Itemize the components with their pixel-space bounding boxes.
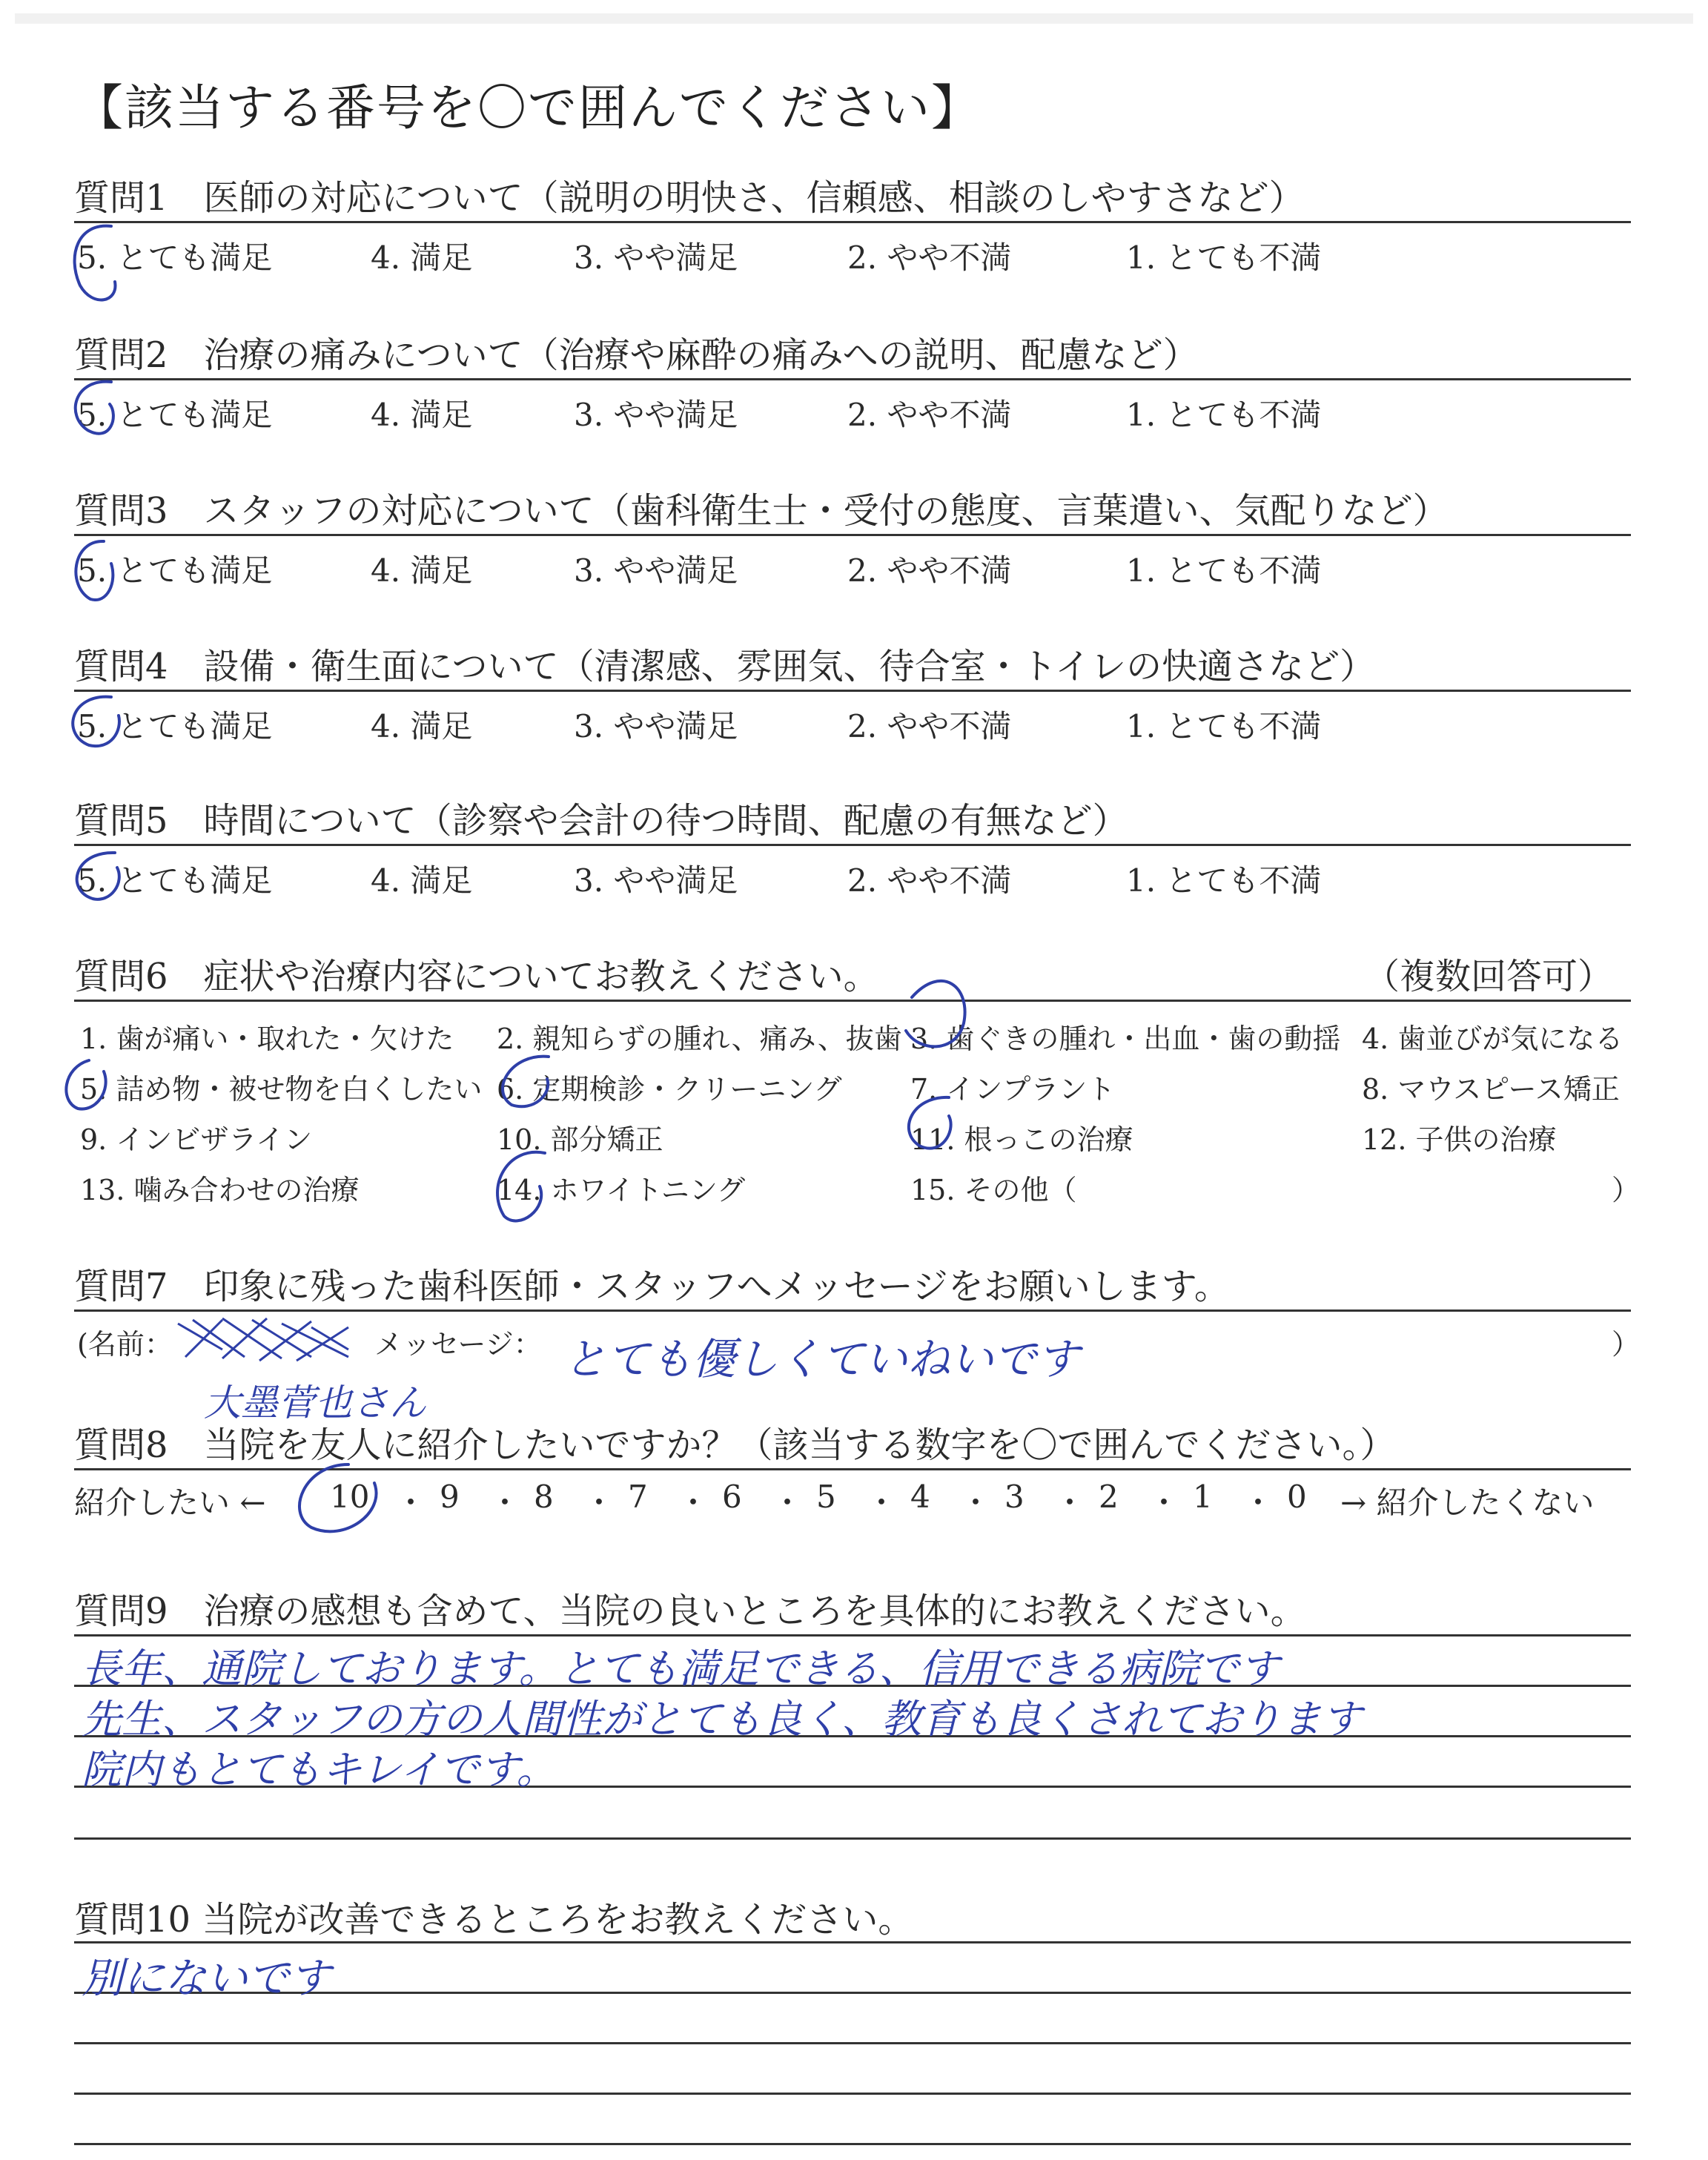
circle-mark-symptom-11 xyxy=(909,1097,951,1149)
scale-4[interactable]: 4 xyxy=(910,1479,930,1515)
handwritten-name[interactable]: 大墨菅也さん xyxy=(204,1381,426,1424)
question-10-label: 質問10 当院が改善できるところをお教えください。 xyxy=(74,1899,914,1941)
option-3[interactable]: 3. やや満足 xyxy=(574,708,738,744)
option-4[interactable]: 4. 満足 xyxy=(371,397,473,433)
scale-dot: ・ xyxy=(866,1484,898,1521)
circle-mark-symptom-3 xyxy=(906,981,965,1046)
question-3-label: 質問3 スタッフの対応について（歯科衛生士・受付の態度、言葉遣い、気配りなど） xyxy=(74,490,1449,532)
scale-dot: ・ xyxy=(489,1484,521,1521)
circle-mark-q3 xyxy=(76,541,113,600)
q9-answer-line-1[interactable]: 長年、通院しております。とても満足できる、信用できる病院です xyxy=(82,1645,1280,1692)
scale-dot: ・ xyxy=(772,1484,804,1521)
scale-dot: ・ xyxy=(1242,1484,1274,1521)
option-3[interactable]: 3. やや満足 xyxy=(574,862,738,899)
option-1[interactable]: 1. とても不満 xyxy=(1126,240,1322,276)
scribbled-name-icon xyxy=(178,1318,348,1361)
option-2[interactable]: 2. やや不満 xyxy=(847,397,1012,433)
scale-5[interactable]: 5 xyxy=(816,1479,836,1515)
message-label: メッセージ： xyxy=(374,1328,542,1361)
circle-mark-symptom-5 xyxy=(66,1060,105,1109)
symptom-1[interactable]: 1. 歯が痛い・取れた・欠けた xyxy=(80,1023,454,1055)
option-5[interactable]: 5. とても満足 xyxy=(77,397,273,433)
circle-mark-q1 xyxy=(75,226,116,300)
option-3[interactable]: 3. やや満足 xyxy=(574,397,738,433)
symptom-7[interactable]: 7. インプラント xyxy=(910,1073,1116,1106)
option-3[interactable]: 3. やや満足 xyxy=(574,552,738,589)
symptom-2[interactable]: 2. 親知らずの腫れ、痛み、抜歯 xyxy=(497,1023,902,1055)
circle-mark-q5 xyxy=(77,853,119,899)
option-1[interactable]: 1. とても不満 xyxy=(1126,862,1322,899)
scale-7[interactable]: 7 xyxy=(628,1479,648,1515)
option-5[interactable]: 5. とても満足 xyxy=(77,708,273,744)
scale-10[interactable]: 10 xyxy=(330,1479,370,1515)
option-4[interactable]: 4. 満足 xyxy=(371,552,473,589)
option-1[interactable]: 1. とても不満 xyxy=(1126,708,1322,744)
circle-mark-symptom-14 xyxy=(497,1152,545,1221)
symptom-4[interactable]: 4. 歯並びが気になる xyxy=(1362,1023,1623,1055)
form-heading: 【該当する番号を〇で囲んでください】 xyxy=(74,79,982,136)
question-2-label: 質問2 治療の痛みについて（治療や麻酔の痛みへの説明、配慮など） xyxy=(74,334,1199,376)
option-1[interactable]: 1. とても不満 xyxy=(1126,397,1322,433)
message-close-paren: ） xyxy=(1612,1328,1641,1361)
symptom-10[interactable]: 10. 部分矯正 xyxy=(497,1123,663,1156)
scale-dot: ・ xyxy=(678,1484,709,1521)
scale-0[interactable]: 0 xyxy=(1287,1479,1307,1515)
symptom-8[interactable]: 8. マウスピース矯正 xyxy=(1362,1073,1620,1106)
option-4[interactable]: 4. 満足 xyxy=(371,862,473,899)
scale-3[interactable]: 3 xyxy=(1004,1479,1025,1515)
option-2[interactable]: 2. やや不満 xyxy=(847,862,1012,899)
option-3[interactable]: 3. やや満足 xyxy=(574,240,738,276)
option-2[interactable]: 2. やや不満 xyxy=(847,708,1012,744)
scale-2[interactable]: 2 xyxy=(1099,1479,1119,1515)
scale-9[interactable]: 9 xyxy=(440,1479,460,1515)
circle-mark-q4 xyxy=(73,697,119,746)
question-6-multiple-note: （複数回答可） xyxy=(1364,956,1614,997)
option-5[interactable]: 5. とても満足 xyxy=(77,862,273,899)
question-9-label: 質問9 治療の感想も含めて、当院の良いところを具体的にお教えください。 xyxy=(74,1591,1306,1632)
circle-mark-scale-10 xyxy=(299,1464,377,1531)
question-8-label: 質問8 当院を友人に紹介したいですか？（該当する数字を〇で囲んでください。） xyxy=(74,1424,1396,1466)
scale-right-label: → 紹介したくない xyxy=(1340,1484,1595,1521)
scale-dot: ・ xyxy=(1148,1484,1180,1521)
symptom-14[interactable]: 14. ホワイトニング xyxy=(497,1174,746,1206)
option-5[interactable]: 5. とても満足 xyxy=(77,240,273,276)
option-2[interactable]: 2. やや不満 xyxy=(847,240,1012,276)
scale-dot: ・ xyxy=(395,1484,427,1521)
name-label: (名前： xyxy=(77,1328,173,1361)
symptom-15-other[interactable]: 15. その他（ xyxy=(910,1174,1077,1206)
scale-dot: ・ xyxy=(960,1484,992,1521)
symptom-3[interactable]: 3. 歯ぐきの腫れ・出血・歯の動揺 xyxy=(910,1023,1341,1055)
q10-answer-line-1[interactable]: 別にないです xyxy=(82,1955,331,2003)
scale-1[interactable]: 1 xyxy=(1193,1479,1213,1515)
circle-mark-q2 xyxy=(76,382,113,434)
question-6-label: 質問6 症状や治療内容についてお教えください。 xyxy=(74,956,879,997)
question-7-label: 質問7 印象に残った歯科医師・スタッフへメッセージをお願いします。 xyxy=(74,1266,1230,1307)
option-2[interactable]: 2. やや不満 xyxy=(847,552,1012,589)
question-5-label: 質問5 時間について（診察や会計の待つ時間、配慮の有無など） xyxy=(74,800,1128,842)
symptom-11[interactable]: 11. 根っこの治療 xyxy=(910,1123,1133,1156)
other-close-paren: ） xyxy=(1612,1174,1641,1206)
option-4[interactable]: 4. 満足 xyxy=(371,240,473,276)
symptom-13[interactable]: 13. 噛み合わせの治療 xyxy=(80,1174,360,1206)
q9-answer-line-2[interactable]: 先生、スタッフの方の人間性がとても良く、教育も良くされております xyxy=(82,1696,1362,1743)
question-4-label: 質問4 設備・衛生面について（清潔感、雰囲気、待合室・トイレの快適さなど） xyxy=(74,646,1376,687)
scale-left-label: 紹介したい ← xyxy=(74,1484,266,1521)
option-5[interactable]: 5. とても満足 xyxy=(77,552,273,589)
scale-8[interactable]: 8 xyxy=(534,1479,554,1515)
q9-answer-line-3[interactable]: 院内もとてもキレイです。 xyxy=(82,1746,557,1793)
symptom-5[interactable]: 5. 詰め物・被せ物を白くしたい xyxy=(80,1073,483,1106)
symptom-12[interactable]: 12. 子供の治療 xyxy=(1362,1123,1557,1156)
handwritten-message[interactable]: とても優しくていねいです xyxy=(563,1334,1080,1384)
symptom-9[interactable]: 9. インビザライン xyxy=(80,1123,313,1156)
scale-6[interactable]: 6 xyxy=(722,1479,742,1515)
option-4[interactable]: 4. 満足 xyxy=(371,708,473,744)
scale-dot: ・ xyxy=(1054,1484,1086,1521)
symptom-6[interactable]: 6. 定期検診・クリーニング xyxy=(497,1073,842,1106)
question-1-label: 質問1 医師の対応について（説明の明快さ、信頼感、相談のしやすさなど） xyxy=(74,177,1305,219)
scale-dot: ・ xyxy=(583,1484,615,1521)
option-1[interactable]: 1. とても不満 xyxy=(1126,552,1322,589)
circle-mark-symptom-6 xyxy=(503,1057,549,1107)
